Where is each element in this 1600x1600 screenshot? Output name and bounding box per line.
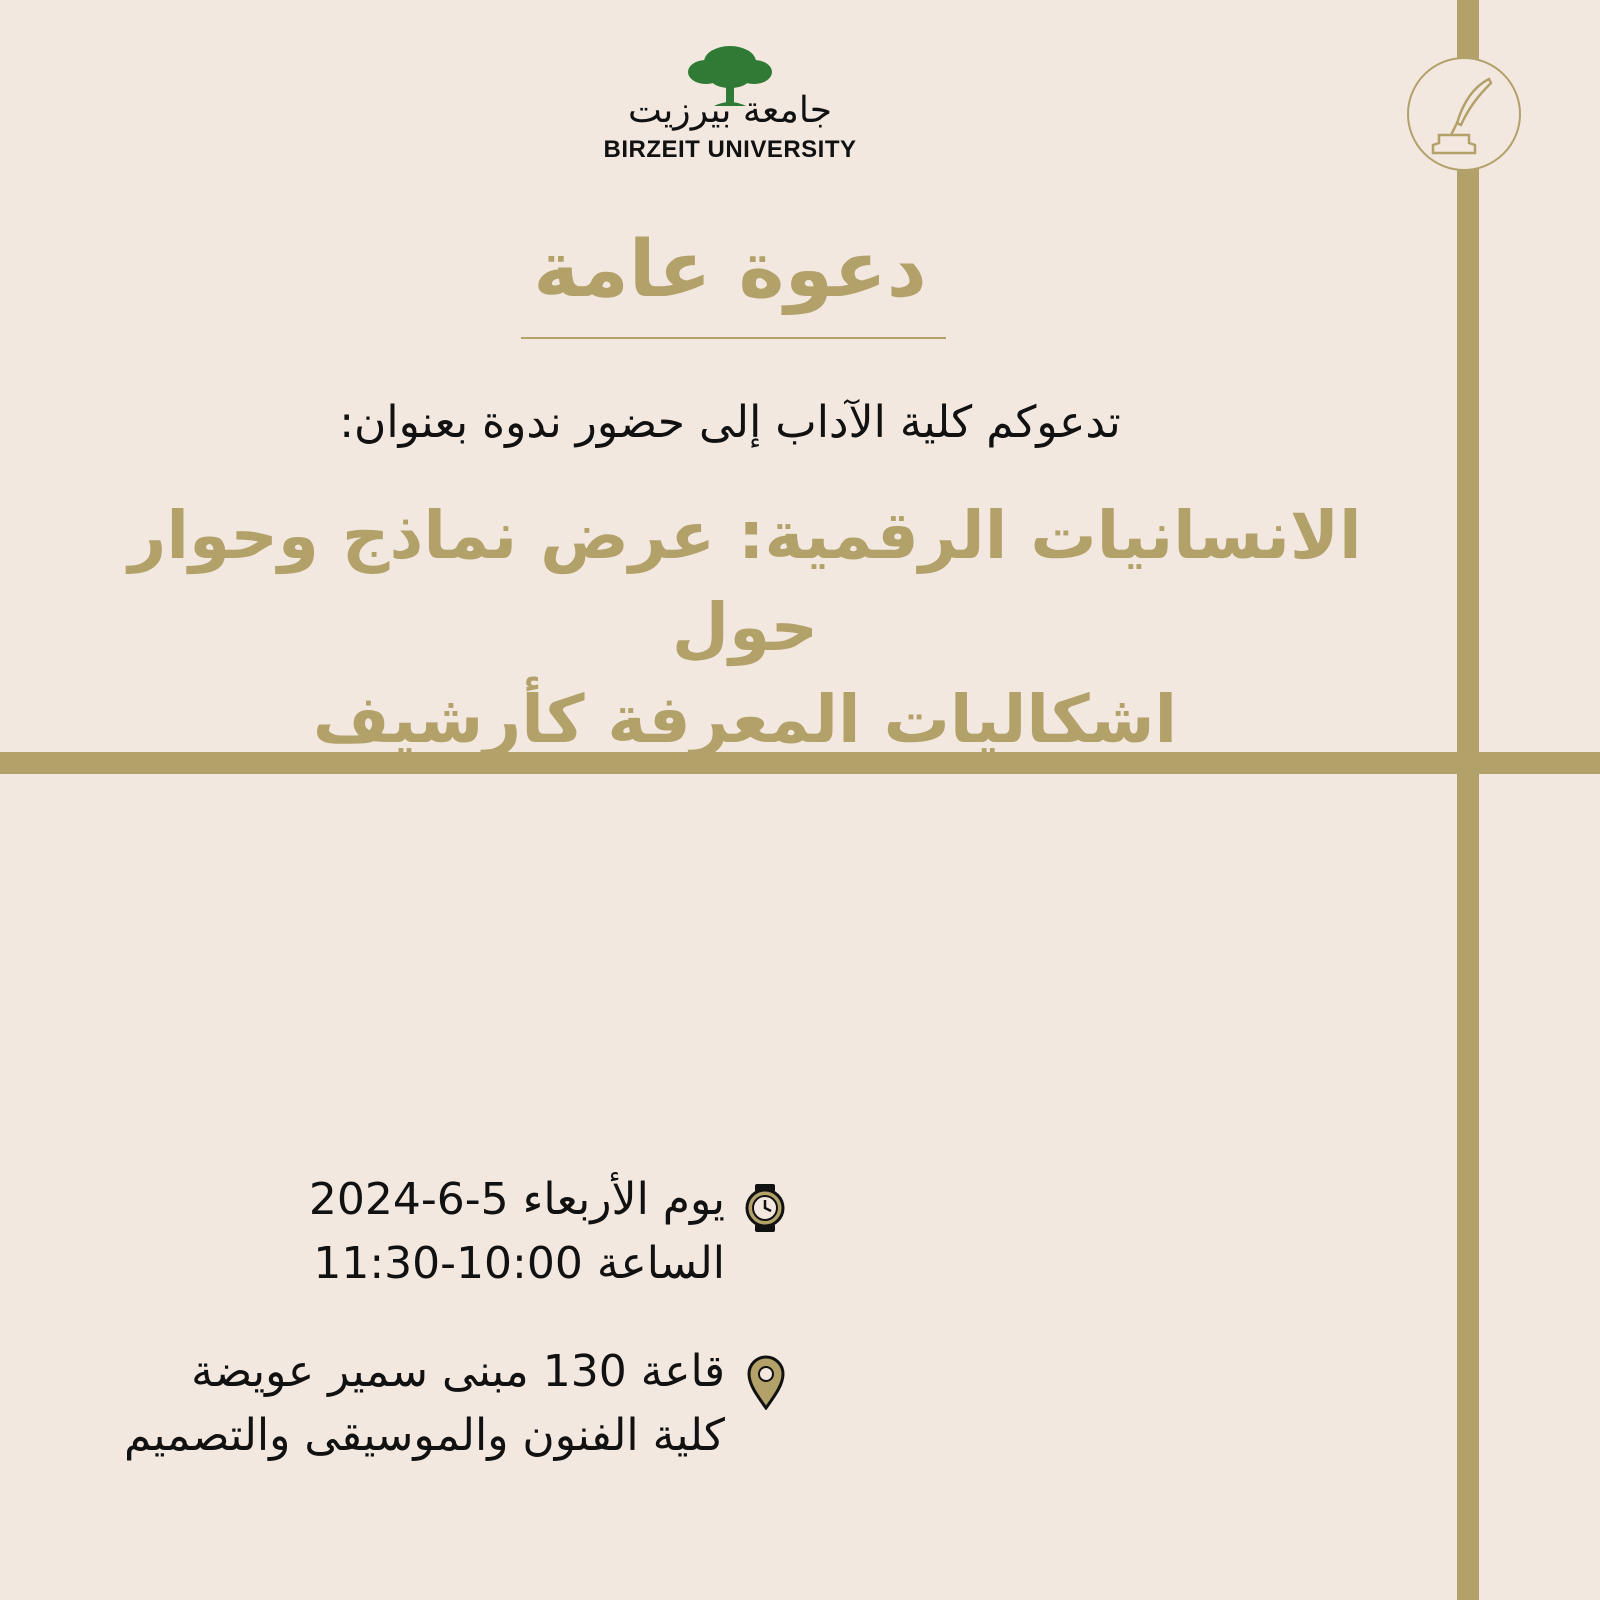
event-day: يوم الأربعاء 5-6-2024 [308, 1174, 725, 1225]
clock-icon [742, 1182, 788, 1234]
title-underline [521, 337, 946, 339]
location-pin-icon [746, 1354, 786, 1410]
vertical-divider [1457, 0, 1479, 1600]
university-logo [580, 40, 880, 170]
page-title: دعوة عامة [533, 225, 927, 315]
invitation-line: تدعوكم كلية الآداب إلى حضور ندوة بعنوان: [339, 397, 1121, 448]
logo-english-name: BIRZEIT UNIVERSITY [603, 136, 857, 163]
event-title-line-1: الانسانيات الرقمية: عرض نماذج وحوار حول [128, 497, 1362, 666]
event-title-line-2: اشكاليات المعرفة كأرشيف [312, 681, 1178, 758]
logo-arabic-name: جامعة بيرزيت [627, 90, 833, 131]
location-faculty: كلية الفنون والموسيقى والتصميم [124, 1410, 725, 1461]
location-hall: قاعة 130 مبنى سمير عويضة [191, 1346, 725, 1397]
location-block [60, 1340, 725, 1468]
quill-inkwell-badge [1407, 57, 1521, 171]
date-time-block [60, 1168, 725, 1296]
event-time: الساعة 10:00-11:30 [313, 1238, 725, 1289]
event-title [120, 490, 1370, 766]
quill-inkwell-icon [1429, 73, 1501, 157]
